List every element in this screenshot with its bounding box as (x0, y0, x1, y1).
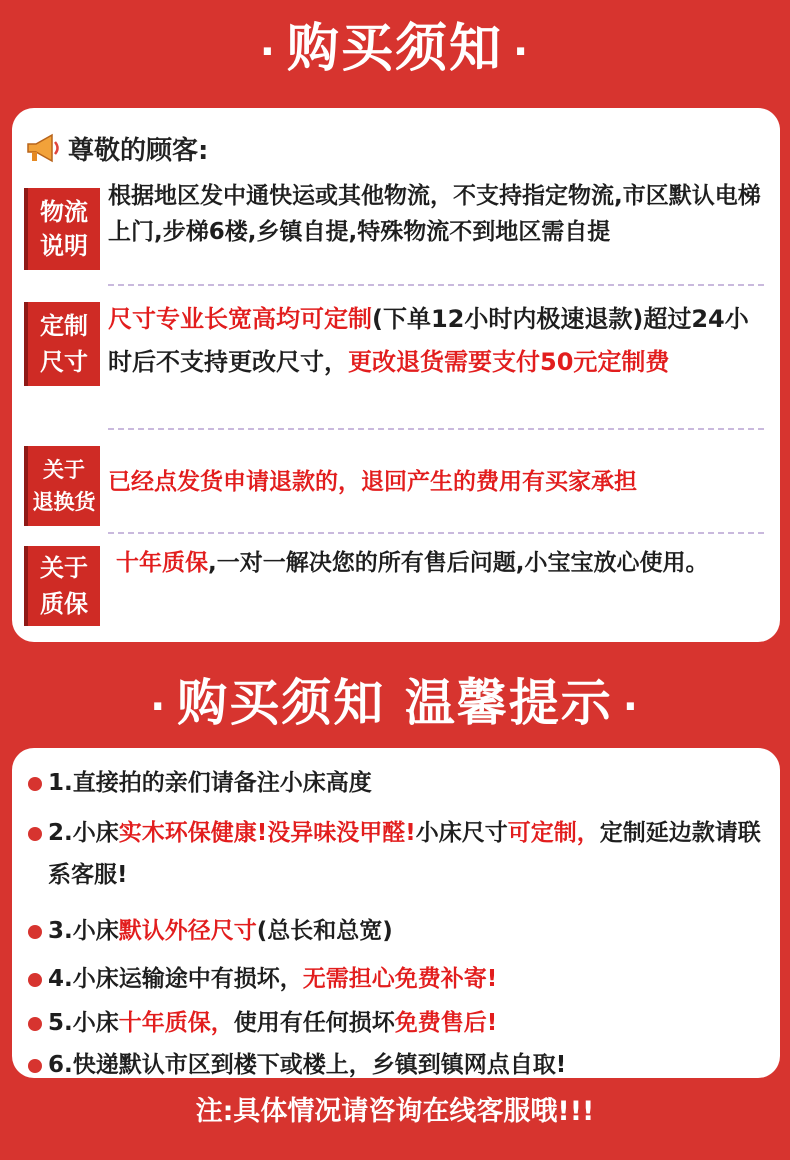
tip-highlight: 无需担心免费补寄! (302, 966, 498, 992)
tip-item (24, 1004, 772, 1042)
tip-highlight: 可定制， (507, 820, 600, 846)
tip-highlight: 实木环保健康!没异味没甲醛! (118, 820, 416, 846)
logistics-tag-line1: 物流 (40, 198, 88, 226)
custom-size-tag-line1: 定制 (40, 312, 88, 340)
tip-item (24, 1046, 772, 1084)
title-dot-right: · (622, 683, 640, 730)
bullet (28, 925, 42, 939)
tip-text: 1.直接拍的亲们请备注小床高度 (48, 770, 372, 796)
bullet (28, 973, 42, 987)
returns-tag-line2: 退换货 (32, 490, 96, 514)
greeting (26, 130, 208, 166)
tip-text: 4.小床运输途中有损坏， (48, 966, 303, 992)
tip-text: 3.小床 (48, 918, 119, 944)
returns-tag-line1: 关于 (43, 458, 85, 482)
custom-size-text (108, 298, 770, 384)
tips-card (12, 748, 780, 1078)
warranty-tag (24, 546, 100, 626)
title-dot-left: · (150, 683, 168, 730)
divider (108, 284, 764, 286)
warranty-text (108, 542, 770, 584)
tip-item (24, 960, 772, 998)
tip-text: 使用有任何损坏 (233, 1010, 395, 1036)
title-dot-left: · (259, 29, 277, 75)
custom-size-tag-line2: 尺寸 (40, 348, 88, 376)
tip-text: (总长和总宽) (256, 918, 393, 944)
section1-title (0, 14, 790, 87)
title-dot-right: · (513, 29, 531, 75)
custom-size-tag (24, 302, 100, 386)
logistics-text-part: 根据地区发中通快运或其他物流，不支持指定物流,市区默认电梯上门,步梯6楼,乡镇自提,特殊物流不到地区需自提 (108, 183, 761, 245)
bullet (28, 827, 42, 841)
warranty-tag-line1: 关于 (40, 554, 88, 582)
section2-title (0, 668, 790, 742)
tip-text: 6.快递默认市区到楼下或楼上，乡镇到镇网点自取! (48, 1052, 567, 1078)
bullet (28, 777, 42, 791)
tip-item (24, 812, 772, 896)
bullet (28, 1059, 42, 1073)
returns-tag (24, 446, 100, 526)
custom-size-highlight: 尺寸专业长宽高均可定制 (108, 305, 372, 333)
warranty-tag-line2: 质保 (40, 590, 88, 618)
logistics-tag-line2: 说明 (40, 232, 88, 260)
returns-text (108, 464, 770, 500)
divider (108, 428, 764, 430)
tip-highlight: 十年质保， (118, 1010, 234, 1036)
tip-text: 2.小床 (48, 820, 119, 846)
custom-size-fee: 更改退货需要支付50元定制费 (348, 348, 670, 376)
warranty-highlight: 十年质保 (116, 550, 208, 576)
tip-item (24, 764, 772, 802)
logistics-tag (24, 188, 100, 270)
returns-text-part: 已经点发货申请退款的，退回产生的费用有买家承担 (108, 469, 637, 495)
warranty-normal: ,一对一解决您的所有售后问题,小宝宝放心使用。 (208, 550, 709, 576)
footer-note: 注:具体情况请咨询在线客服哦!!! (195, 1096, 595, 1127)
tip-text: 定制延边款请联系客服! (48, 820, 761, 888)
section2-title-text: 购买须知 温馨提示 (177, 674, 613, 732)
tip-highlight: 默认外径尺寸 (118, 918, 257, 944)
tip-highlight: 免费售后! (394, 1010, 498, 1036)
divider (108, 532, 764, 534)
custom-size-normal: (下单12小时内极速退款)超过24小时后不支持更改尺寸， (108, 305, 749, 376)
tip-text: 5.小床 (48, 1010, 119, 1036)
logistics-text (108, 178, 770, 250)
tip-text: 小床尺寸 (415, 820, 508, 846)
section1-title-text: 购买须知 (286, 19, 503, 79)
notice-card (12, 108, 780, 642)
bullet (28, 1017, 42, 1031)
tip-item (24, 912, 772, 950)
greeting-text: 尊敬的顾客: (68, 135, 209, 166)
megaphone-icon (26, 133, 62, 163)
